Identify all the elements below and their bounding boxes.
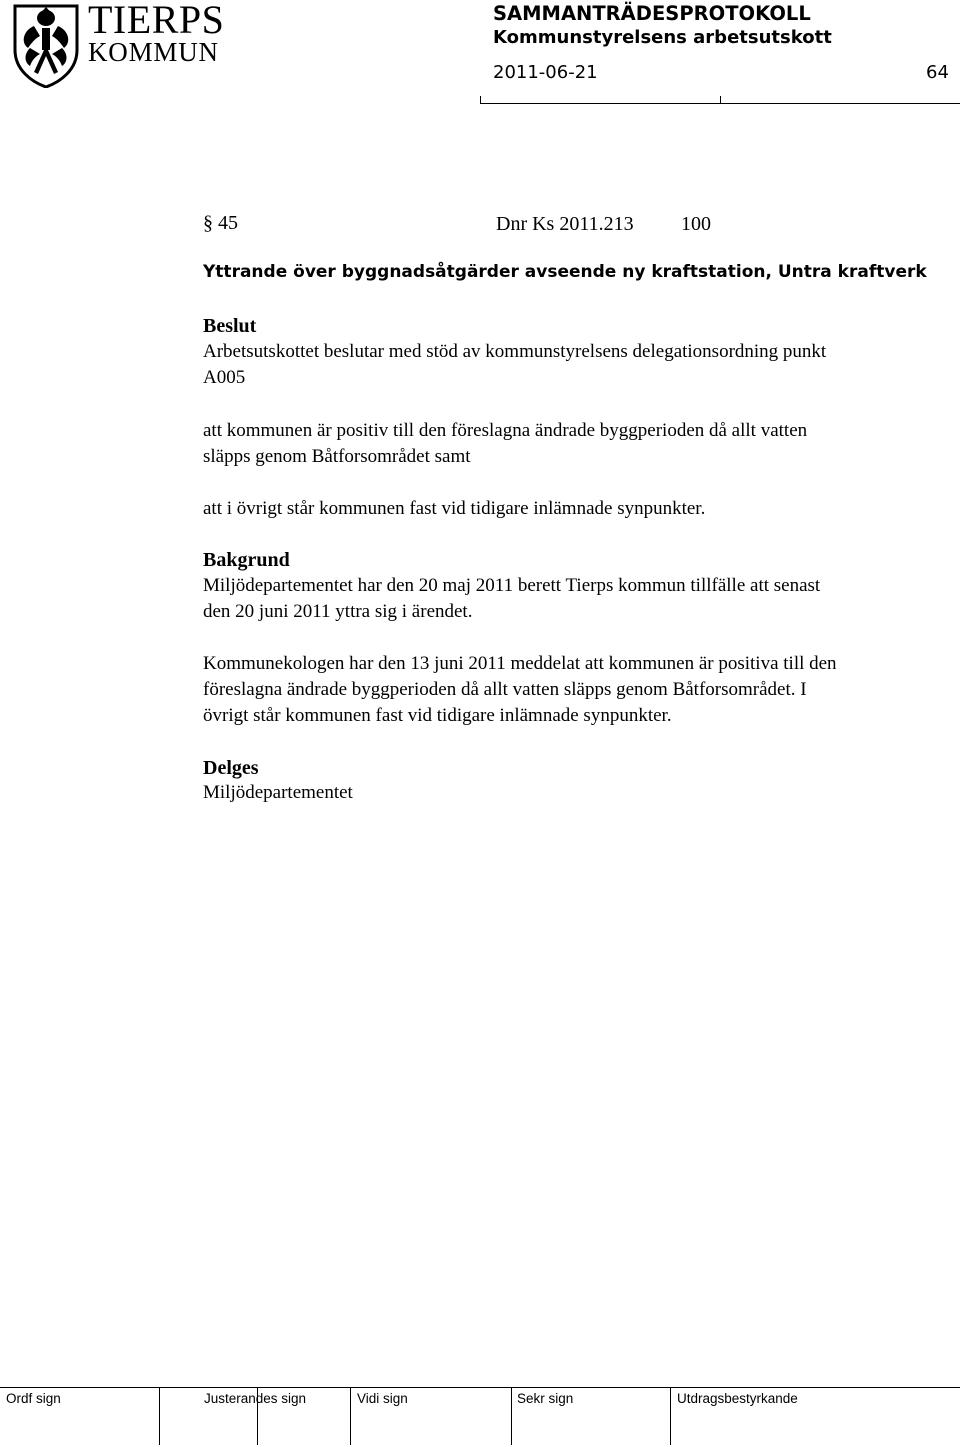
footer-rule	[0, 1387, 960, 1388]
page-number: 64	[926, 62, 949, 83]
header-rule-tick	[720, 96, 721, 103]
meeting-date: 2011-06-21	[493, 62, 598, 83]
document-title: SAMMANTRÄDESPROTOKOLL	[493, 2, 811, 25]
header-rule-tick	[480, 96, 481, 103]
diary-number: Dnr Ks 2011.213	[496, 213, 634, 235]
footer-utdragsbestyrkande: Utdragsbestyrkande	[677, 1391, 798, 1406]
beslut-point-line: att i övrigt står kommunen fast vid tidigare inlämnade synpunkter.	[203, 498, 706, 519]
beslut-text-line: Arbetsutskottet beslutar med stöd av kommunstyrelsens delegationsordning punkt	[203, 341, 827, 362]
footer-sekr-sign: Sekr sign	[517, 1391, 574, 1406]
bakgrund-text-line: Miljödepartementet har den 20 maj 2011 berett Tierps kommun tillfälle att senast	[203, 575, 821, 596]
footer-justerandes-sign: Justerandes sign	[204, 1391, 307, 1406]
header-rule	[480, 103, 960, 104]
paragraph-number: § 45	[203, 212, 238, 234]
footer-vidi-sign: Vidi sign	[357, 1391, 408, 1406]
footer-ordf-sign: Ordf sign	[6, 1391, 61, 1406]
beslut-point-line: att kommunen är positiv till den föreslagna ändrade byggperioden då allt vatten	[203, 420, 808, 441]
committee-name: Kommunstyrelsens arbetsutskott	[493, 27, 832, 48]
bakgrund-text-line: föreslagna ändrade byggperioden då allt vatten släpps genom Båtforsområdet. I	[203, 679, 807, 700]
beslut-text-line: A005	[203, 367, 246, 388]
logo-line-2: KOMMUN	[88, 37, 219, 67]
logo-line-1: TIERPS	[88, 0, 225, 42]
bakgrund-label: Bakgrund	[203, 549, 290, 571]
footer-divider	[350, 1387, 351, 1445]
footer-divider	[159, 1387, 160, 1445]
bakgrund-text-line: den 20 juni 2011 yttra sig i ärendet.	[203, 601, 473, 622]
footer-divider	[670, 1387, 671, 1445]
beslut-label: Beslut	[203, 315, 257, 337]
diary-code: 100	[681, 213, 711, 235]
footer-divider	[511, 1387, 512, 1445]
section-heading: Yttrande över byggnadsåtgärder avseende ny kraftstation, Untra kraftverk	[203, 262, 927, 282]
hop-cone-shield-icon	[12, 2, 80, 88]
delges-recipient: Miljödepartementet	[203, 782, 353, 803]
beslut-point-line: släpps genom Båtforsområdet samt	[203, 446, 471, 467]
delges-label: Delges	[203, 757, 259, 779]
bakgrund-text-line: övrigt står kommunen fast vid tidigare inlämnade synpunkter.	[203, 705, 672, 726]
bakgrund-text-line: Kommunekologen har den 13 juni 2011 meddelat att kommunen är positiva till den	[203, 653, 837, 674]
